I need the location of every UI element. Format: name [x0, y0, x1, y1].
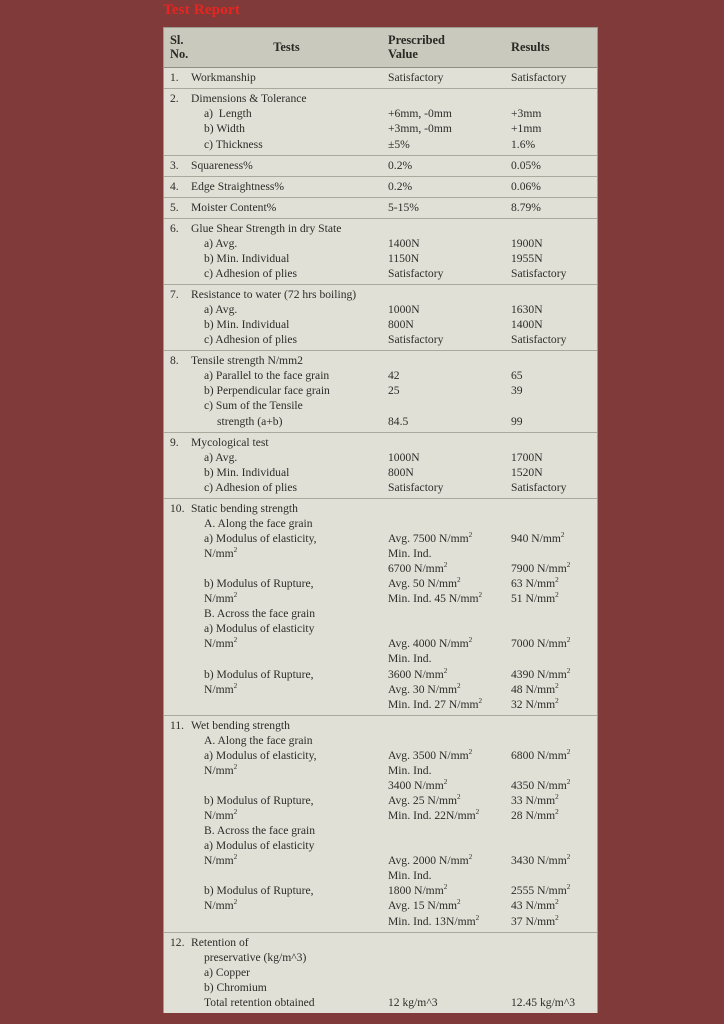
cell-tests: [190, 155, 385, 176]
prescribed-value-line: Min. Ind. 27 $N/mm^2$: [388, 696, 483, 711]
table-row: [164, 432, 597, 498]
tests-line: Static bending strength: [191, 501, 298, 515]
tests-line: Retention of: [191, 935, 249, 949]
cell-sl-no: 8.: [164, 351, 190, 432]
table-row: [164, 715, 597, 932]
result-line: 1955N: [511, 251, 543, 265]
tests-line: Dimensions & Tolerance: [191, 92, 307, 106]
result-line: [511, 950, 595, 965]
result-line: [511, 621, 595, 636]
result-line: 51 $N/mm^2$: [511, 591, 559, 606]
superscript-two: 2: [233, 853, 238, 862]
superscript-two: 2: [443, 778, 448, 787]
table-row: [164, 197, 597, 218]
result-line: 48 $N/mm^2$: [511, 681, 559, 696]
tests-line: Total retention obtained: [204, 995, 315, 1009]
superscript-two: 2: [457, 681, 461, 690]
column-header-sl-no: [164, 28, 190, 68]
result-line: [511, 501, 595, 516]
prescribed-value-line: [388, 287, 506, 302]
tests-line: A. Along the face grain: [204, 733, 313, 747]
prescribed-value-line: [388, 606, 506, 621]
prescribed-value-line: Avg. 4000 $N/mm^2$: [388, 636, 473, 651]
tests-line: [191, 778, 383, 793]
prescribed-line1: Prescribed: [388, 33, 445, 47]
result-line: [511, 546, 595, 561]
tests-line: b) Min. Individual: [204, 251, 290, 265]
tests-line: Glue Shear Strength in dry State: [191, 221, 342, 235]
tests-line: strength (a+b): [217, 414, 283, 428]
tests-line: b) Modulus of Rupture,: [204, 667, 314, 681]
sl-no-line2: No.: [170, 47, 189, 62]
superscript-two: 2: [443, 561, 448, 570]
tests-line: $N/mm^2$: [204, 591, 238, 606]
table-row: [164, 89, 597, 155]
tests-line: Mycological test: [191, 435, 269, 449]
table-header-row: [164, 28, 597, 68]
cell-prescribed-value: [385, 432, 508, 498]
result-line: [511, 763, 595, 778]
result-line: 1900N: [511, 236, 543, 250]
tests-line: b) Modulus of Rupture,: [204, 884, 314, 898]
superscript-two: 2: [566, 883, 571, 892]
cell-tests: [190, 932, 385, 1013]
tests-line: $N/mm^2$: [204, 763, 238, 777]
cell-result: [508, 715, 597, 932]
tests-line: c) Adhesion of plies: [204, 480, 298, 494]
tests-line: $N/mm^2$: [204, 898, 238, 913]
prescribed-value-line: [388, 435, 506, 450]
test-report-table-container: [163, 27, 598, 1013]
cell-tests: [190, 351, 385, 432]
tests-line: c) Adhesion of plies: [204, 266, 298, 280]
sl-no-line1: Sl.: [170, 33, 184, 47]
result-line: 1.6%: [511, 137, 536, 151]
tests-line: b) Modulus of Rupture,: [204, 577, 314, 591]
tests-line: a) Modulus of elasticity,: [204, 748, 317, 762]
cell-result: [508, 218, 597, 284]
prescribed-value-line: [388, 838, 506, 853]
prescribed-value-line: Min. Ind. $13N/mm^2$: [388, 913, 480, 928]
cell-tests: [190, 715, 385, 932]
prescribed-value-line: 800N: [388, 465, 414, 479]
superscript-two: 2: [555, 793, 559, 802]
prescribed-value-line: 5-15%: [388, 200, 419, 214]
cell-prescribed-value: [385, 197, 508, 218]
table-row: [164, 218, 597, 284]
superscript-two: 2: [457, 898, 461, 907]
superscript-two: 2: [566, 778, 571, 787]
superscript-two: 2: [468, 747, 473, 756]
column-header-results: Results: [508, 28, 597, 68]
result-line: 1520N: [511, 465, 543, 479]
result-line: 28 $N/mm^2$: [511, 808, 559, 823]
cell-result: [508, 68, 597, 89]
result-line: 63 $N/mm^2$: [511, 576, 559, 591]
prescribed-value-line: 1400N: [388, 236, 420, 250]
prescribed-value-line: [388, 353, 506, 368]
superscript-two: 2: [233, 763, 238, 772]
tests-line: a) Modulus of elasticity,: [204, 531, 317, 545]
result-line: [511, 516, 595, 531]
superscript-two: 2: [566, 561, 571, 570]
prescribed-value-line: Satisfactory: [388, 480, 444, 494]
tests-line: c) Thickness: [204, 137, 263, 151]
tests-line: a) Avg.: [204, 303, 238, 317]
result-line: Satisfactory: [511, 266, 567, 280]
prescribed-value-line: 1000N: [388, 303, 420, 317]
result-line: [511, 435, 595, 450]
cell-tests: [190, 197, 385, 218]
tests-line: preservative (kg/m^3): [204, 950, 307, 964]
table-body: [164, 68, 597, 1013]
cell-sl-no: 7.: [164, 285, 190, 351]
tests-line: b) Modulus of Rupture,: [204, 794, 314, 808]
cell-sl-no: 12.: [164, 932, 190, 1013]
tests-line: $N/mm^2$: [204, 546, 238, 561]
prescribed-value-line: [388, 733, 506, 748]
result-line: [511, 823, 595, 838]
tests-line: a) Modulus of elasticity: [204, 622, 315, 636]
tests-line: $N/mm^2$: [204, 681, 238, 696]
cell-prescribed-value: [385, 89, 508, 155]
tests-line: a) Avg.: [204, 450, 238, 464]
tests-line: b) Min. Individual: [204, 318, 290, 332]
prescribed-value-line: 1800 $N/mm^2$: [388, 883, 448, 898]
prescribed-value-line: 84.5: [388, 414, 409, 428]
cell-result: [508, 432, 597, 498]
column-header-tests: Tests: [190, 28, 385, 68]
result-line: [511, 221, 595, 236]
prescribed-value-line: [388, 965, 506, 980]
superscript-two: 2: [555, 808, 559, 817]
prescribed-value-line: Min. Ind.: [388, 763, 432, 777]
result-line: 33 $N/mm^2$: [511, 793, 559, 808]
tests-line: c) Sum of the Tensile: [204, 399, 303, 413]
cell-result: [508, 89, 597, 155]
tests-line: B. Across the face grain: [204, 824, 316, 838]
cell-prescribed-value: [385, 498, 508, 715]
tests-line: Workmanship: [191, 71, 256, 85]
superscript-two: 2: [443, 666, 448, 675]
prescribed-value-line: 0.2%: [388, 158, 413, 172]
cell-prescribed-value: [385, 176, 508, 197]
superscript-two: 2: [555, 898, 559, 907]
prescribed-value-line: Avg. 2000 $N/mm^2$: [388, 853, 473, 868]
cell-sl-no: 1.: [170, 71, 179, 85]
result-line: 1700N: [511, 450, 543, 464]
tests-line: c) Adhesion of plies: [204, 333, 298, 347]
tests-line: Squareness%: [191, 158, 253, 172]
cell-result: [508, 155, 597, 176]
prescribed-value-line: Satisfactory: [388, 333, 444, 347]
result-line: [511, 838, 595, 853]
prescribed-value-line: 3400 $N/mm^2$: [388, 778, 448, 792]
prescribed-value-line: +3mm, -0mm: [388, 122, 452, 136]
prescribed-value-line: [388, 950, 506, 965]
prescribed-value-line: [388, 398, 506, 413]
tests-line: a) Avg.: [204, 236, 238, 250]
prescribed-value-line: 800N: [388, 318, 414, 332]
cell-prescribed-value: [385, 715, 508, 932]
superscript-two: 2: [468, 636, 473, 645]
superscript-two: 2: [478, 591, 483, 600]
superscript-two: 2: [457, 793, 461, 802]
tests-line: Tensile strength N/mm2: [191, 354, 303, 368]
prescribed-value-line: [388, 823, 506, 838]
prescribed-value-line: Min. Ind. $22N/mm^2$: [388, 808, 480, 823]
prescribed-value-line: Min. Ind.: [388, 869, 432, 883]
superscript-two: 2: [233, 591, 238, 600]
prescribed-value-line: Avg. 25 $N/mm^2$: [388, 793, 461, 808]
result-line: 65: [511, 369, 523, 383]
result-line: [511, 733, 595, 748]
tests-line: A. Along the face grain: [204, 516, 313, 530]
cell-sl-no: 10.: [164, 498, 190, 715]
cell-tests: [190, 176, 385, 197]
column-header-prescribed-value: [385, 28, 508, 68]
result-line: 0.06%: [511, 179, 541, 193]
superscript-two: 2: [478, 696, 483, 705]
tests-line: Resistance to water (72 hrs boiling): [191, 288, 357, 302]
table-header: [164, 28, 597, 68]
result-line: 7900 $N/mm^2$: [511, 561, 571, 576]
prescribed-value-line: [388, 980, 506, 995]
table-row: [164, 351, 597, 432]
superscript-two: 2: [555, 576, 559, 585]
tests-line: [191, 651, 383, 666]
superscript-two: 2: [233, 681, 238, 690]
superscript-two: 2: [566, 747, 571, 756]
superscript-two: 2: [443, 883, 448, 892]
prescribed-value-line: Satisfactory: [388, 71, 444, 85]
prescribed-value-line: 0.2%: [388, 179, 413, 193]
result-line: [511, 965, 595, 980]
cell-tests: [190, 498, 385, 715]
superscript-two: 2: [555, 913, 559, 922]
result-line: 1400N: [511, 318, 543, 332]
prescribed-value-line: Avg. 50 $N/mm^2$: [388, 576, 461, 591]
prescribed-value-line: Avg. 3500 $N/mm^2$: [388, 747, 473, 762]
result-line: Satisfactory: [511, 71, 567, 85]
result-line: Satisfactory: [511, 480, 567, 494]
cell-sl-no: 2.: [164, 89, 190, 155]
result-line: 8.79%: [511, 200, 541, 214]
table-row: [164, 932, 597, 1013]
result-line: 43 $N/mm^2$: [511, 898, 559, 913]
cell-prescribed-value: [385, 932, 508, 1013]
result-line: 7000 $N/mm^2$: [511, 636, 571, 651]
result-line: [511, 980, 595, 995]
result-line: 4390 $N/mm^2$: [511, 666, 571, 681]
prescribed-value-line: [388, 621, 506, 636]
result-line: 99: [511, 414, 523, 428]
tests-line: [191, 868, 383, 883]
cell-result: [508, 176, 597, 197]
prescribed-line2: Value: [388, 47, 418, 62]
result-line: [511, 91, 595, 106]
result-line: [511, 606, 595, 621]
cell-sl-no: 11.: [164, 715, 190, 932]
cell-result: [508, 197, 597, 218]
prescribed-value-line: [388, 501, 506, 516]
result-line: Satisfactory: [511, 333, 567, 347]
prescribed-value-line: 1000N: [388, 450, 420, 464]
prescribed-value-line: Avg. 15 $N/mm^2$: [388, 898, 461, 913]
superscript-two: 2: [566, 853, 571, 862]
table-row: [164, 176, 597, 197]
cell-prescribed-value: [385, 155, 508, 176]
cell-sl-no: 6.: [164, 218, 190, 284]
tests-line: a) Parallel to the face grain: [204, 369, 330, 383]
result-line: [511, 868, 595, 883]
test-report-table: [164, 28, 597, 1013]
result-line: 2555 $N/mm^2$: [511, 883, 571, 898]
tests-line: b) Chromium: [204, 980, 267, 994]
prescribed-value-line: [388, 718, 506, 733]
tests-line: b) Width: [204, 122, 245, 136]
superscript-two: 2: [566, 636, 571, 645]
cell-sl-no: 5.: [164, 197, 190, 218]
table-row: [164, 285, 597, 351]
prescribed-value-line: Min. Ind.: [388, 547, 432, 561]
result-line: 12.45 kg/m^3: [511, 995, 576, 1009]
result-line: [511, 287, 595, 302]
superscript-two: 2: [555, 696, 559, 705]
prescribed-value-line: 3600 $N/mm^2$: [388, 666, 448, 681]
result-line: [511, 718, 595, 733]
superscript-two: 2: [475, 913, 480, 922]
cell-prescribed-value: [385, 68, 508, 89]
result-line: +3mm: [511, 107, 542, 121]
tests-line: $N/mm^2$: [204, 636, 238, 651]
result-line: 3430 $N/mm^2$: [511, 853, 571, 868]
result-line: 4350 $N/mm^2$: [511, 778, 571, 792]
cell-sl-no: 4.: [164, 176, 190, 197]
prescribed-value-line: 1150N: [388, 251, 420, 265]
tests-line: a) Modulus of elasticity: [204, 839, 315, 853]
superscript-two: 2: [233, 546, 238, 555]
prescribed-value-line: Avg. 7500 $N/mm^2$: [388, 531, 473, 545]
result-line: [511, 353, 595, 368]
prescribed-value-line: [388, 91, 506, 106]
tests-line: $N/mm^2$: [204, 853, 238, 868]
table-row: [164, 68, 597, 89]
result-line: [511, 398, 595, 413]
prescribed-value-line: ±5%: [388, 137, 410, 151]
tests-line: B. Across the face grain: [204, 607, 316, 621]
prescribed-value-line: 25: [388, 384, 400, 398]
superscript-two: 2: [233, 808, 238, 817]
superscript-two: 2: [468, 853, 473, 862]
prescribed-value-line: 12 kg/m^3: [388, 995, 438, 1009]
tests-line: b) Perpendicular face grain: [204, 384, 330, 398]
cell-tests: [190, 432, 385, 498]
cell-result: [508, 351, 597, 432]
prescribed-value-line: [388, 935, 506, 950]
result-line: [511, 651, 595, 666]
cell-result: [508, 498, 597, 715]
prescribed-value-line: Avg. 30 $N/mm^2$: [388, 681, 461, 696]
cell-result: [508, 932, 597, 1013]
tests-line: $N/mm^2$: [204, 808, 238, 823]
cell-sl-no: 3.: [164, 155, 190, 176]
tests-line: Wet bending strength: [191, 718, 290, 732]
prescribed-value-line: +6mm, -0mm: [388, 107, 452, 121]
superscript-two: 2: [555, 681, 559, 690]
prescribed-value-line: [388, 221, 506, 236]
cell-tests: [190, 89, 385, 155]
cell-prescribed-value: [385, 351, 508, 432]
result-line: 32 $N/mm^2$: [511, 696, 559, 711]
cell-prescribed-value: [385, 218, 508, 284]
superscript-two: 2: [555, 591, 559, 600]
table-row: [164, 498, 597, 715]
prescribed-value-line: Min. Ind. 45 $N/mm^2$: [388, 591, 483, 606]
superscript-two: 2: [233, 898, 238, 907]
superscript-two: 2: [560, 531, 565, 540]
result-line: 940 $N/mm^2$: [511, 531, 565, 545]
cell-tests: [190, 68, 385, 89]
result-line: [511, 935, 595, 950]
result-line: 0.05%: [511, 158, 541, 172]
cell-result: [508, 285, 597, 351]
table-row: [164, 155, 597, 176]
superscript-two: 2: [233, 636, 238, 645]
superscript-two: 2: [475, 808, 480, 817]
result-line: 39: [511, 384, 523, 398]
tests-line: a) Copper: [204, 965, 251, 979]
superscript-two: 2: [566, 666, 571, 675]
prescribed-value-line: [388, 516, 506, 531]
result-line: 37 $N/mm^2$: [511, 913, 559, 928]
cell-sl-no: 9.: [164, 432, 190, 498]
result-line: 6800 $N/mm^2$: [511, 747, 571, 762]
cell-prescribed-value: [385, 285, 508, 351]
superscript-two: 2: [468, 531, 473, 540]
cell-tests: [190, 218, 385, 284]
prescribed-value-line: 6700 $N/mm^2$: [388, 561, 448, 576]
tests-line: a) Length: [204, 107, 252, 121]
page-title: Test Report: [163, 2, 241, 18]
result-line: 1630N: [511, 303, 543, 317]
tests-line: Moister Content%: [191, 200, 277, 214]
tests-line: b) Min. Individual: [204, 465, 290, 479]
result-line: +1mm: [511, 122, 542, 136]
prescribed-value-line: Min. Ind.: [388, 652, 432, 666]
prescribed-value-line: Satisfactory: [388, 266, 444, 280]
superscript-two: 2: [457, 576, 461, 585]
prescribed-value-line: 42: [388, 369, 400, 383]
tests-line: Edge Straightness%: [191, 179, 285, 193]
cell-tests: [190, 285, 385, 351]
tests-line: [191, 561, 383, 576]
